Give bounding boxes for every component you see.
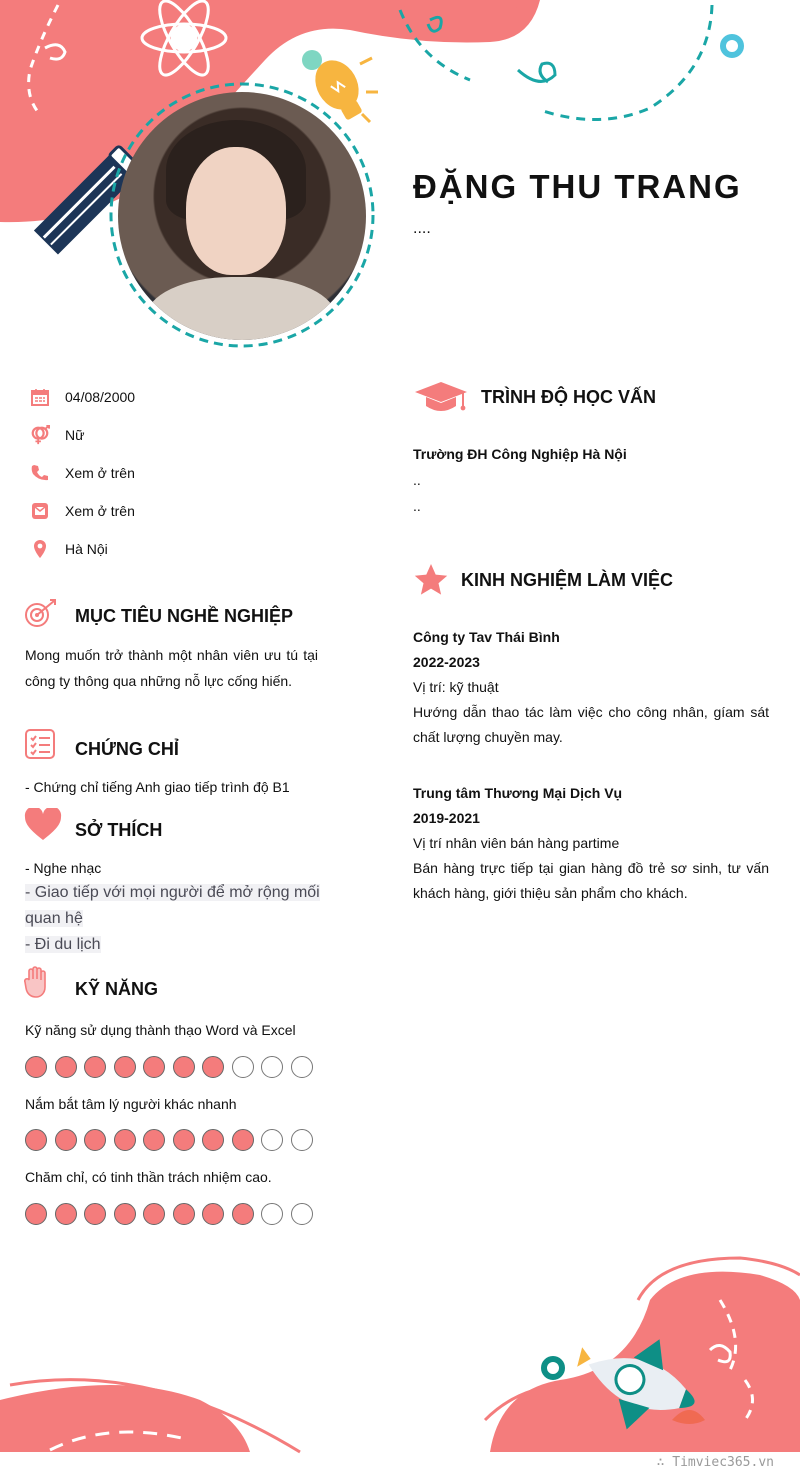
contact-birthday: [30, 387, 135, 407]
hobby-item-communication-cont: [25, 906, 83, 932]
skill-dot-filled: [84, 1203, 106, 1225]
contact-gender: [30, 425, 84, 445]
skill-dot-filled: [173, 1203, 195, 1225]
skill-dot-filled: [143, 1129, 165, 1151]
skill-dot-filled: [84, 1056, 106, 1078]
job-description: Bán hàng trực tiếp tại gian hàng đồ trẻ sơ sinh, tư vấn khách hàng, giới thiệu sản phẩm cho khách.: [413, 860, 769, 901]
job-position: Vị trí nhân viên bán hàng partime: [413, 835, 620, 851]
watermark: ∴ Timviec365.vn: [656, 1455, 774, 1470]
skill-dot-empty: [232, 1056, 254, 1078]
skill-dot-filled: [114, 1056, 136, 1078]
job-company: Trung tâm Thương Mại Dịch Vụ: [413, 785, 623, 801]
hand-icon: [24, 966, 48, 1005]
contact-location: [30, 539, 108, 559]
certificate-item: - Chứng chỉ tiếng Anh giao tiếp trình độ B1: [25, 779, 290, 795]
skill-rating: [25, 1129, 320, 1151]
skill-dot-empty: [291, 1129, 313, 1151]
skill-rating: [25, 1203, 320, 1225]
skill-dot-empty: [261, 1056, 283, 1078]
skill-dot-filled: [173, 1056, 195, 1078]
contact-email: [30, 501, 135, 521]
hobby-line: quan hệ: [25, 910, 83, 927]
skill-dot-filled: [25, 1203, 47, 1225]
skill-dot-filled: [114, 1129, 136, 1151]
teal-ring-icon: [723, 37, 741, 55]
skill-dot-filled: [202, 1056, 224, 1078]
skill-dot-filled: [202, 1203, 224, 1225]
skill-dot-filled: [202, 1129, 224, 1151]
star-icon: [413, 562, 449, 603]
skill-dot-filled: [143, 1056, 165, 1078]
gender-icon: [30, 425, 50, 445]
hobby-item-music: - Nghe nhạc: [25, 860, 102, 876]
hobby-item-travel: [25, 932, 101, 958]
profile-photo: [118, 92, 366, 340]
skills-title: KỸ NĂNG: [75, 979, 159, 999]
checklist-icon: [24, 728, 56, 765]
experience-title: KINH NGHIỆM LÀM VIỆC: [461, 570, 674, 590]
skill-dot-filled: [25, 1056, 47, 1078]
education-school: Trường ĐH Công Nghiệp Hà Nội: [413, 446, 627, 462]
graduation-cap-icon: [413, 380, 469, 421]
contact-phone-text: Xem ở trên: [65, 465, 135, 481]
skill-dot-filled: [232, 1203, 254, 1225]
skill-dot-filled: [143, 1203, 165, 1225]
hobby-item-communication: [25, 880, 320, 906]
skill-dot-filled: [55, 1129, 77, 1151]
skill-label: Nắm bắt tâm lý người khác nhanh: [25, 1096, 237, 1112]
skill-dot-filled: [55, 1203, 77, 1225]
skill-dot-empty: [291, 1056, 313, 1078]
skill-dot-empty: [291, 1203, 313, 1225]
skill-dot-empty: [261, 1203, 283, 1225]
skill-dot-filled: [84, 1129, 106, 1151]
job-entry: [413, 625, 769, 750]
contact-location-text: Hà Nội: [65, 541, 108, 557]
job-position: Vị trí: kỹ thuật: [413, 679, 499, 695]
job-period: 2022-2023: [413, 654, 480, 670]
education-detail: ..: [413, 498, 421, 514]
job-entry: [413, 781, 769, 906]
phone-icon: [30, 463, 50, 483]
teal-dashed-line: [540, 5, 712, 120]
job-period: 2019-2021: [413, 810, 480, 826]
education-detail: ..: [413, 472, 421, 488]
skill-dot-empty: [261, 1129, 283, 1151]
skill-dot-filled: [114, 1203, 136, 1225]
contact-birthday-text: 04/08/2000: [65, 389, 136, 405]
skill-dot-filled: [173, 1129, 195, 1151]
skill-dot-filled: [25, 1129, 47, 1151]
candidate-name: ĐẶNG THU TRANG: [413, 168, 742, 205]
hobby-line: - Đi du lịch: [25, 936, 101, 953]
certificates-title: CHỨNG CHỈ: [75, 739, 179, 759]
contact-phone: [30, 463, 135, 483]
objective-text: Mong muốn trở thành một nhân viên ưu tú tại công ty thông qua những nỗ lực cống hiến.: [25, 647, 318, 689]
skill-dot-filled: [232, 1129, 254, 1151]
contact-gender-text: Nữ: [65, 427, 85, 443]
target-icon: [24, 598, 58, 633]
bottom-left-pink-blob: [0, 1385, 250, 1452]
objective-title: MỤC TIÊU NGHỀ NGHIỆP: [75, 606, 294, 626]
teal-ring-bottom-icon: [544, 1359, 562, 1377]
hobby-line: - Giao tiếp với mọi người để mở rộng mối: [25, 884, 320, 901]
contact-email-text: Xem ở trên: [65, 503, 135, 519]
calendar-icon: [30, 387, 50, 407]
heart-icon: [24, 808, 62, 847]
skill-label: Chăm chỉ, có tinh thần trách nhiệm cao.: [25, 1169, 272, 1185]
location-icon: [30, 539, 50, 559]
job-description: Hướng dẫn thao tác làm việc cho công nhân, gíam sát chất lượng chuyền may.: [413, 704, 769, 745]
photo-face: [186, 147, 286, 275]
email-icon: [30, 501, 50, 521]
education-title: TRÌNH ĐỘ HỌC VẤN: [481, 387, 656, 407]
hobbies-title: SỞ THÍCH: [75, 820, 163, 840]
skill-dot-filled: [55, 1056, 77, 1078]
candidate-subtitle: ....: [413, 220, 431, 237]
skill-label: Kỹ năng sử dụng thành thạo Word và Excel: [25, 1022, 296, 1038]
photo-body: [146, 277, 336, 340]
skill-rating: [25, 1056, 320, 1078]
job-company: Công ty Tav Thái Bình: [413, 629, 560, 645]
